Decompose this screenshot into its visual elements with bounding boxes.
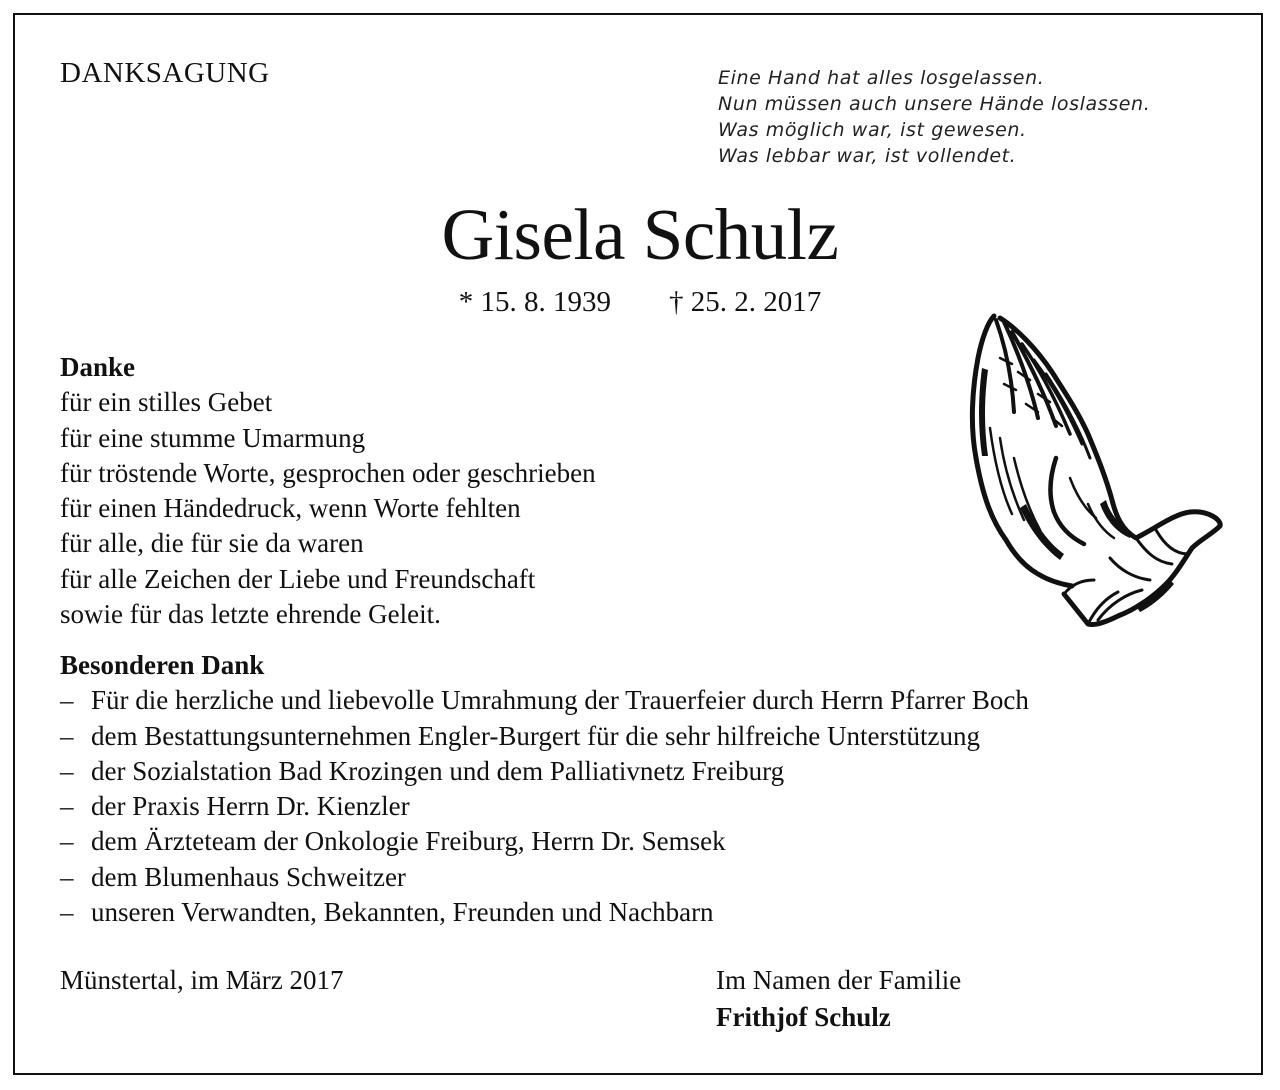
special-thanks-item [60, 860, 1029, 895]
poem-line: Was möglich war, ist gewesen. [718, 119, 1027, 141]
special-thanks-item [60, 895, 1029, 930]
special-thanks-item [60, 683, 1029, 718]
poem-line: Eine Hand hat alles losgelassen. [718, 67, 1045, 89]
family-note: Im Namen der Familie [716, 965, 962, 995]
praying-hands-icon [960, 308, 1225, 633]
dash-bullet: – [60, 897, 74, 928]
thanks-line: sowie für das letzte ehrende Geleit. [60, 599, 441, 630]
birth-date: * 15. 8. 1939 [458, 286, 611, 318]
special-thanks-text: der Sozialstation Bad Krozingen und dem Palliativnetz Freiburg [91, 755, 785, 786]
family-signature-block [716, 962, 961, 1036]
dash-bullet: – [60, 791, 74, 822]
special-thanks-item [60, 754, 1029, 789]
deceased-name: Gisela Schulz [441, 194, 839, 275]
dash-bullet: – [60, 826, 74, 857]
thanks-line: für eine stumme Umarmung [60, 422, 366, 453]
poem-line: Nun müssen auch unsere Hände loslassen. [718, 93, 1151, 115]
special-thanks-text: unseren Verwandten, Bekannten, Freunden und Nachbarn [91, 897, 714, 928]
thanks-line: für ein stilles Gebet [60, 387, 273, 418]
special-thanks-title: Besonderen Dank [60, 650, 265, 680]
death-date: † 25. 2. 2017 [669, 286, 822, 318]
special-thanks-text: dem Ärzteteam der Onkologie Freiburg, Herrn Dr. Semsek [91, 826, 726, 857]
special-thanks-item [60, 789, 1029, 824]
special-thanks-item [60, 719, 1029, 754]
special-thanks-item [60, 824, 1029, 859]
place-and-date: Münstertal, im März 2017 [60, 965, 344, 995]
poem [718, 65, 1150, 169]
dash-bullet: – [60, 861, 74, 892]
thanks-line: für einen Händedruck, wenn Worte fehlten [60, 493, 521, 524]
signature-name: Frithjof Schulz [716, 1002, 891, 1032]
special-thanks-text: dem Bestattungsunternehmen Engler-Burgert für die sehr hilfreiche Unterstützung [91, 720, 980, 751]
notice-heading: DANKSAGUNG [60, 57, 270, 89]
dash-bullet: – [60, 720, 74, 751]
thanks-section [60, 350, 596, 632]
thanks-line: für alle, die für sie da waren [60, 528, 364, 559]
thanks-title: Danke [60, 352, 136, 382]
thanks-line: für alle Zeichen der Liebe und Freundschaft [60, 563, 536, 594]
special-thanks-text: Für die herzliche und liebevolle Umrahmung der Trauerfeier durch Herrn Pfarrer Boch [91, 685, 1029, 716]
thanks-line: für tröstende Worte, gesprochen oder geschrieben [60, 457, 596, 488]
dash-bullet: – [60, 685, 74, 716]
special-thanks-text: dem Blumenhaus Schweitzer [91, 861, 406, 892]
special-thanks-text: der Praxis Herrn Dr. Kienzler [91, 791, 410, 822]
special-thanks-section [60, 648, 1029, 930]
dash-bullet: – [60, 755, 74, 786]
poem-line: Was lebbar war, ist vollendet. [718, 145, 1017, 167]
